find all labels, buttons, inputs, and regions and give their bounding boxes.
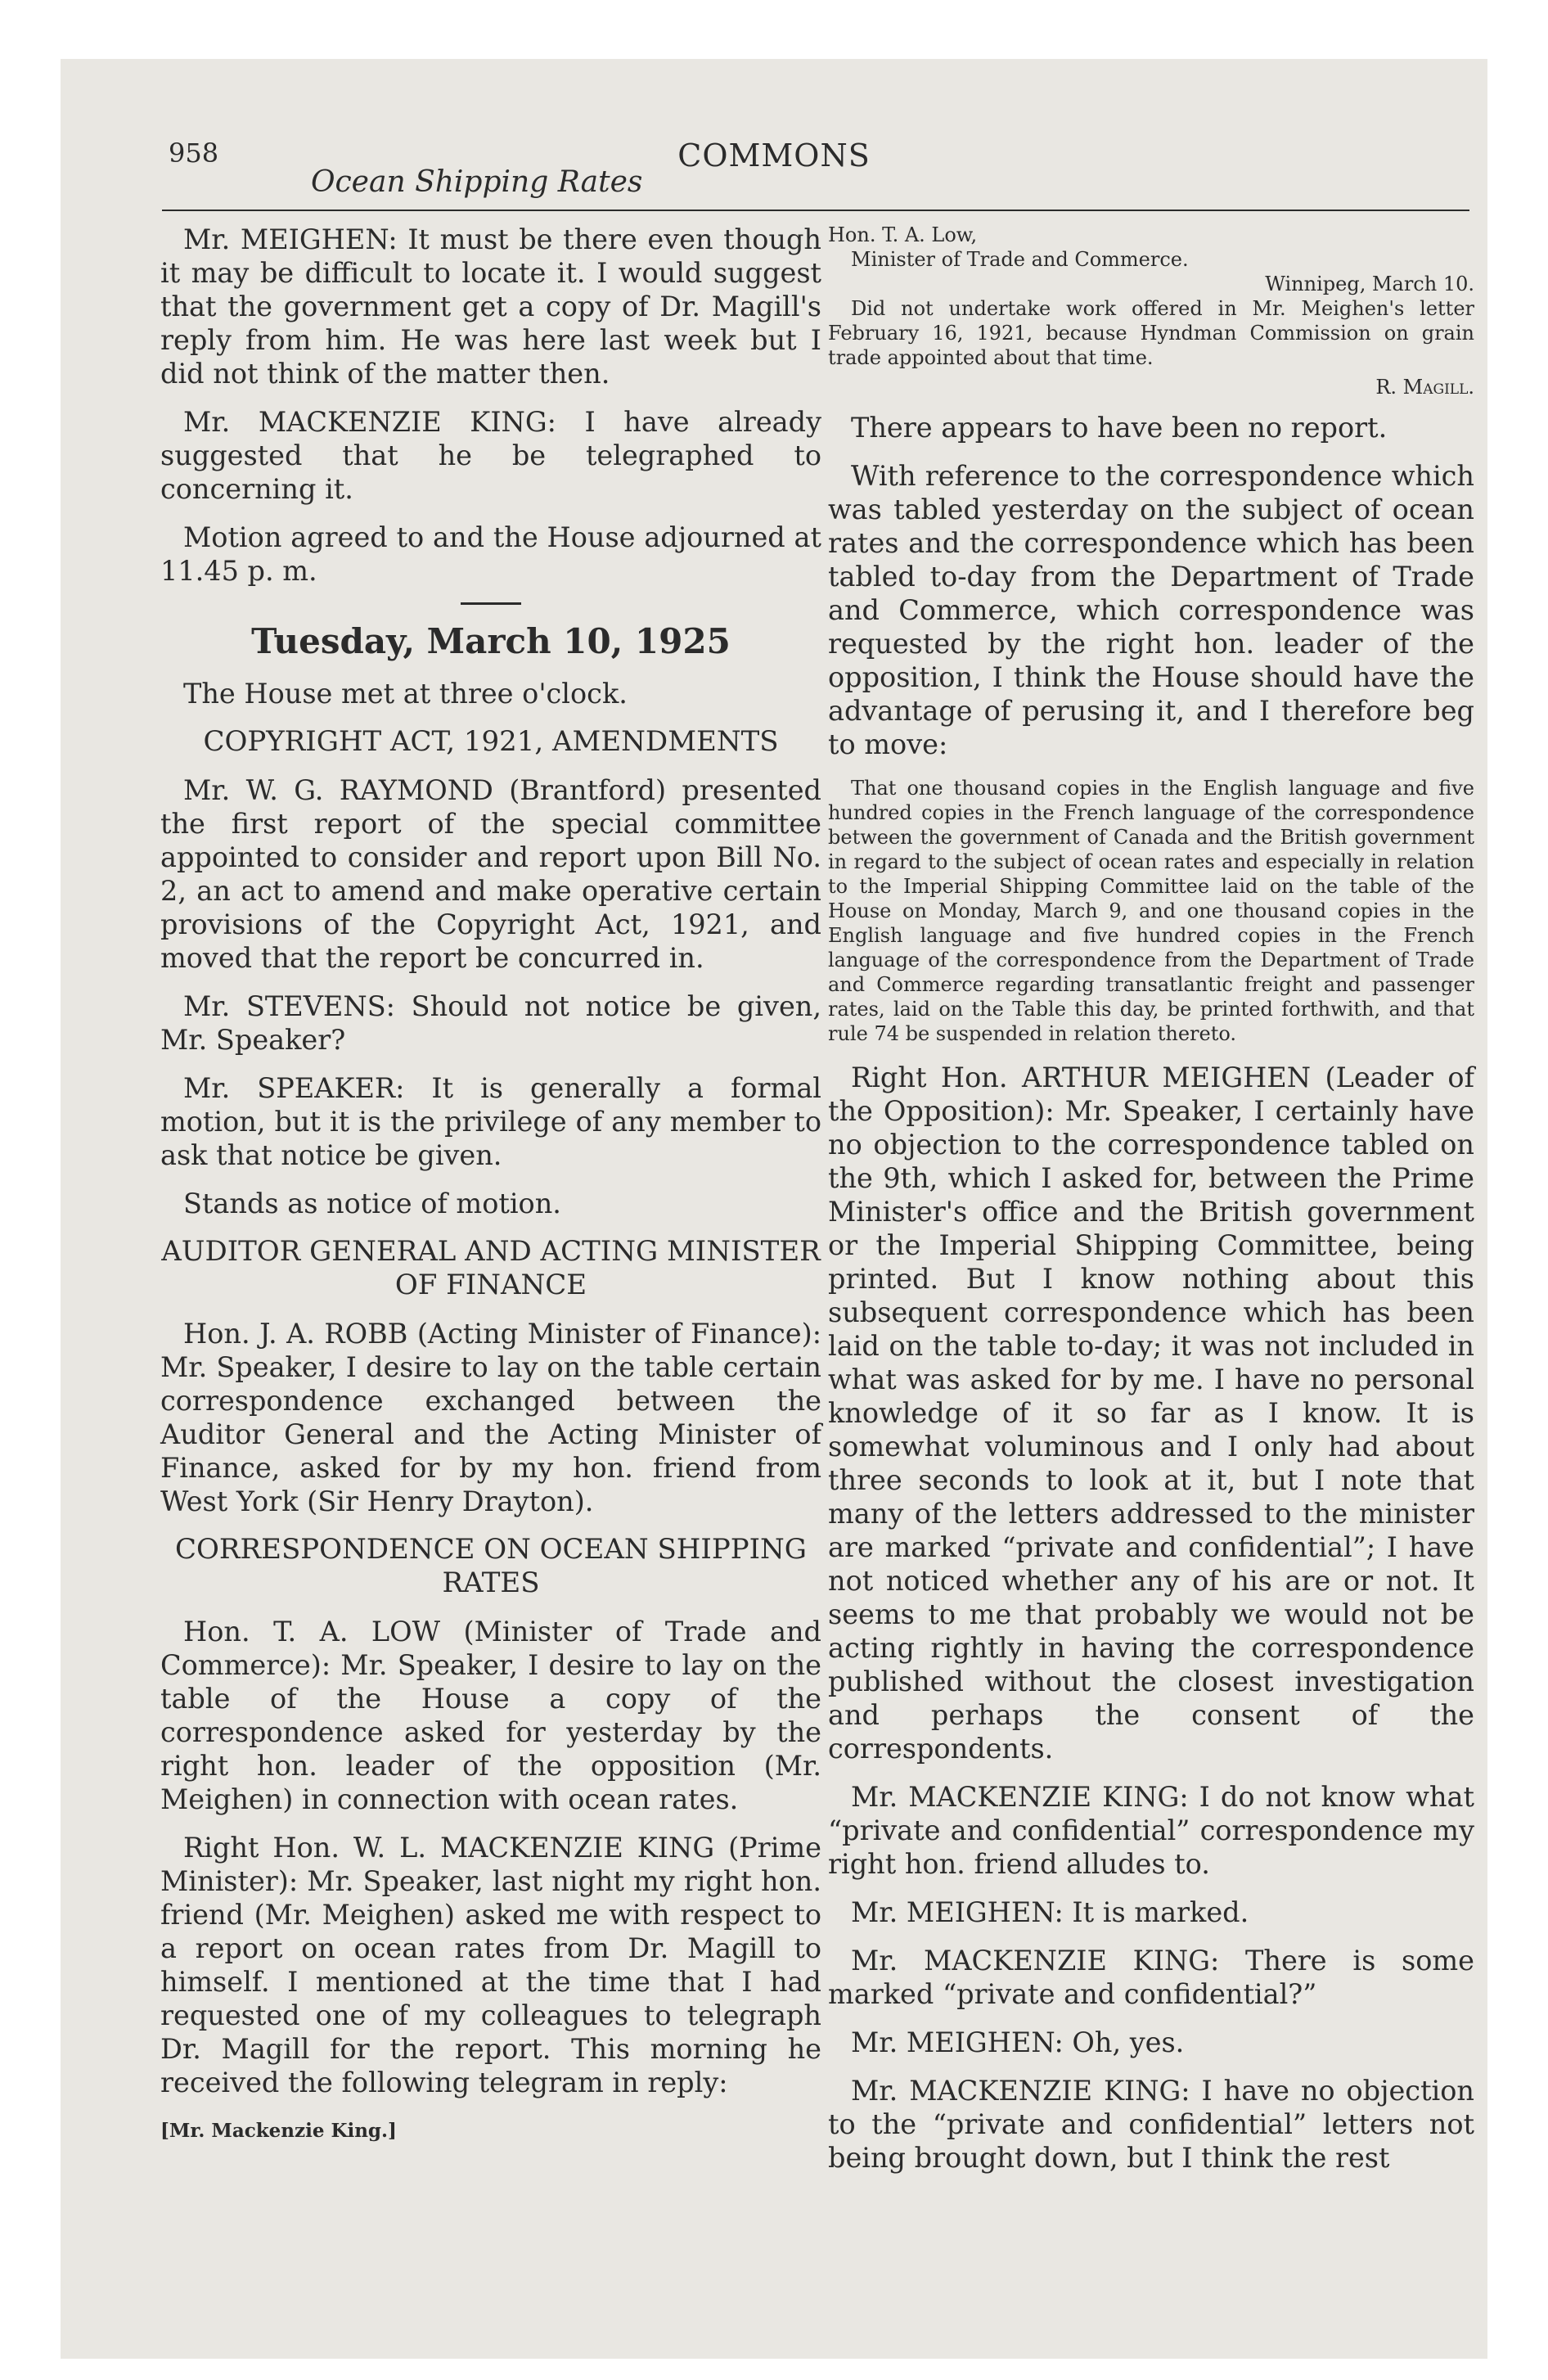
paragraph: Right Hon. ARTHUR MEIGHEN (Leader of the Opposition): Mr. Speaker, I certainly have no objection to the correspondence tabled on the 9th, which I asked for, between the Prime Minister's office and the British government or the Imperial Shipping Committee, being printed. But I know nothing about this subsequent correspondence which has been laid on the table to-day; it was not included in what was asked for by me. I have no personal knowledge of it so far as I know. It is somewhat voluminous and I only had about three seconds to look at it, but I note that many of the letters addressed to the minister are marked “private and confidential”; I have not noticed whether any of his are or not. It seems to me that probably we would not be acting rightly in having the correspondence published without the closest investigation and perhaps the consent of the correspondents.	[828, 1062, 1474, 1765]
paragraph: Mr. MACKENZIE KING: I do not know what “private and confidential” correspondence my right hon. friend alludes to.	[828, 1781, 1474, 1880]
paragraph: The House met at three o'clock.	[183, 678, 628, 710]
telegram-signature: R. Magill.	[1375, 376, 1474, 399]
paragraph: With reference to the correspondence which was tabled yesterday on the subject of ocean rates and the correspondence which has been tabled to-day from the Department of Trade and Commerce, which correspondence was requested by the right hon. leader of the opposition, I think the House should have the advantage of perusing it, and I therefore beg to move:	[828, 460, 1474, 760]
paragraph: Hon. J. A. ROBB (Acting Minister of Finance): Mr. Speaker, I desire to lay on the table certain correspondence exchanged between the Auditor General and the Acting Minister of Finance, asked for by my hon. friend from West York (Sir Henry Drayton).	[160, 1318, 821, 1517]
telegram-addressee: Hon. T. A. Low,	[828, 223, 978, 246]
right-column	[828, 223, 1474, 2189]
topic-heading: CORRESPONDENCE ON OCEAN SHIPPING RATES	[175, 1533, 807, 1599]
paragraph: Mr. MEIGHEN: It is marked.	[851, 1896, 1249, 1928]
sitting-date-heading: Tuesday, March 10, 1925	[251, 621, 731, 661]
paragraph: There appears to have been no report.	[851, 412, 1388, 444]
section-divider	[461, 602, 521, 605]
page-header	[61, 59, 1487, 223]
topic-heading: AUDITOR GENERAL AND ACTING MINISTER OF FINANCE	[161, 1235, 821, 1301]
paragraph: Mr. SPEAKER: It is generally a formal motion, but it is the privilege of any member to ask that notice be given.	[160, 1072, 821, 1171]
paragraph: Hon. T. A. LOW (Minister of Trade and Commerce): Mr. Speaker, I desire to lay on the table of the House a copy of the correspondence asked for yesterday by the right hon. leader of the opposition (Mr. Meighen) in connection with ocean rates.	[160, 1616, 821, 1815]
motion-text: That one thousand copies in the English language and five hundred copies in the French language of the correspondence between the government of Canada and the British government in regard to the subject of ocean rates and especially in relation to the Imperial Shipping Committee laid on the table of the House on Monday, March 9, and one thousand copies in the English language and five hundred copies in the French language of the correspondence from the Department of Trade and Commerce regarding transatlantic freight and passenger rates, laid on the Table this day, be printed forthwith, and that rule 74 be suspended in relation thereto.	[828, 777, 1474, 1045]
speaker-tag: [Mr. Mackenzie King.]	[160, 2120, 397, 2142]
paragraph: Mr. MEIGHEN: Oh, yes.	[851, 2026, 1185, 2058]
paragraph: Right Hon. W. L. MACKENZIE KING (Prime Minister): Mr. Speaker, last night my right hon. friend (Mr. Meighen) asked me with respect to a report on ocean rates from Dr. Magill to himself. I mentioned at the time that I had requested one of my colleagues to telegraph Dr. Magill for the report. This morning he received the following telegram in reply:	[160, 1832, 821, 2098]
page-number: 958	[169, 137, 219, 169]
chamber-title: COMMONS	[677, 137, 871, 174]
section-title: Ocean Shipping Rates	[311, 165, 643, 199]
telegram-place-date: Winnipeg, March 10.	[1265, 273, 1474, 295]
telegram	[828, 223, 1474, 399]
page	[61, 59, 1487, 2359]
topic-heading: COPYRIGHT ACT, 1921, AMENDMENTS	[203, 725, 779, 758]
paragraph: Mr. STEVENS: Should not notice be given, Mr. Speaker?	[160, 990, 821, 1056]
paragraph: Stands as notice of motion.	[183, 1188, 561, 1219]
paragraph: Mr. MACKENZIE KING: I have no objection to the “private and confidential” letters not being brought down, but I think the rest	[828, 2075, 1474, 2174]
paragraph: Mr. MACKENZIE KING: There is some marked “private and confidential?”	[828, 1945, 1474, 2010]
paragraph: Mr. MACKENZIE KING: I have already suggested that he be telegraphed to concerning it.	[160, 406, 821, 505]
telegram-addressee-title: Minister of Trade and Commerce.	[851, 248, 1189, 271]
header-rule	[162, 210, 1469, 211]
paragraph: Mr. MEIGHEN: It must be there even though it may be difficult to locate it. I would suggest that the government get a copy of Dr. Magill's reply from him. He was here last week but I did not think of the matter then.	[160, 223, 821, 390]
paragraph: Motion agreed to and the House adjourned at 11.45 p. m.	[160, 521, 821, 587]
paragraph: Mr. W. G. RAYMOND (Brantford) presented the first report of the special committee appointed to consider and report upon Bill No. 2, an act to amend and make operative certain provisions of the Copyright Act, 1921, and moved that the report be concurred in.	[160, 774, 821, 974]
telegram-body: Did not undertake work offered in Mr. Meighen's letter February 16, 1921, because Hyndman Commission on grain trade appointed about that time.	[828, 297, 1474, 369]
left-column	[160, 223, 821, 2148]
